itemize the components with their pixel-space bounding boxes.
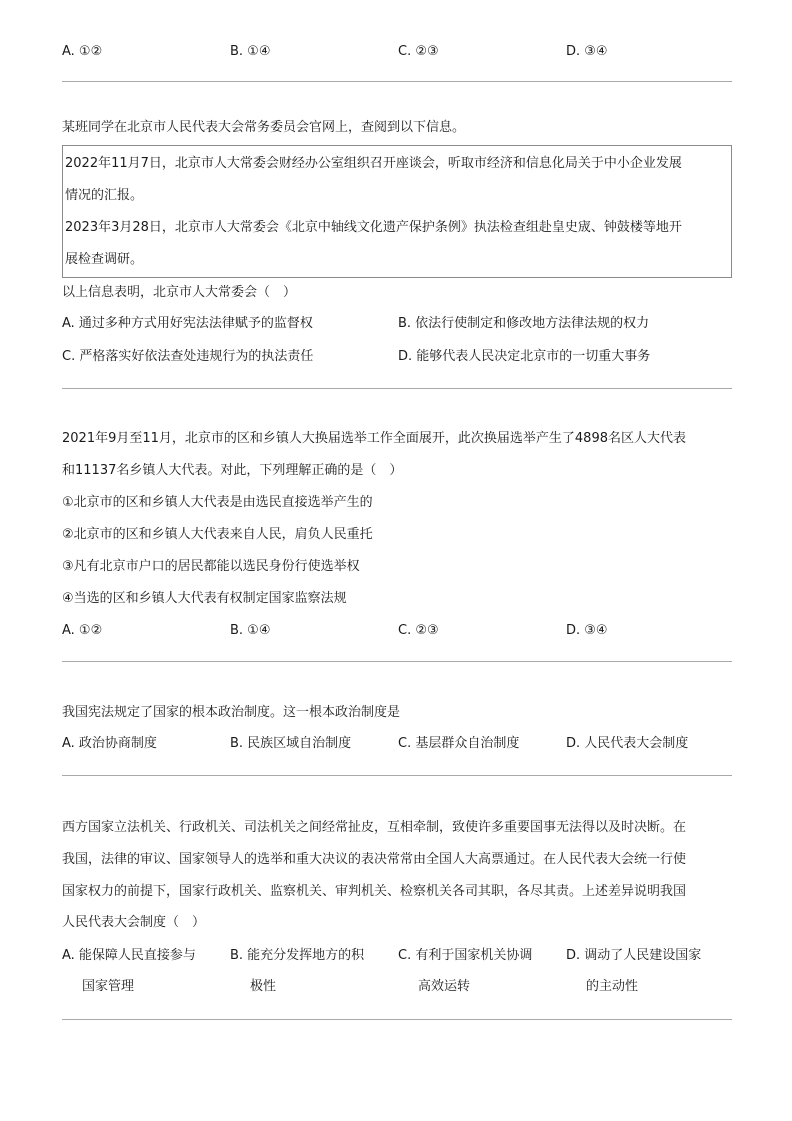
question-stem-line: 人民代表大会制度（ ） bbox=[62, 915, 206, 930]
question-stem: 我国宪法规定了国家的根本政治制度。这一根本政治制度是 bbox=[62, 705, 401, 720]
question-stem-line: 国家权力的前提下，国家行政机关、监察机关、审判机关、检察机关各司其职，各尽其责。上述差异说明我国 bbox=[62, 884, 687, 899]
option-text: A. 能保障人民直接参与 bbox=[62, 948, 196, 963]
option-text-continued: 高效运转 bbox=[418, 979, 471, 994]
option-text: D. 调动了人民建设国家 bbox=[566, 948, 702, 963]
info-line: 情况的汇报。 bbox=[65, 188, 144, 203]
option-c: C. 严格落实好依法查处违规行为的执法责任 bbox=[62, 349, 314, 364]
option-text-continued: 的主动性 bbox=[586, 979, 639, 994]
option-d: D. 人民代表大会制度 bbox=[566, 736, 689, 751]
statement-1: ①北京市的区和乡镇人大代表是由选民直接选举产生的 bbox=[62, 495, 373, 510]
statement-4: ④当选的区和乡镇人大代表有权制定国家监察法规 bbox=[62, 591, 347, 606]
option-text-continued: 极性 bbox=[250, 979, 277, 994]
statement-3: ③凡有北京市户口的居民都能以选民身份行使选举权 bbox=[62, 559, 360, 574]
option-b: B. 民族区域自治制度 bbox=[230, 736, 352, 751]
info-line: 2022年11月7日，北京市人大常委会财经办公室组织召开座谈会，听取市经济和信息化局关于中小企业发展 bbox=[65, 156, 682, 171]
option-c bbox=[398, 940, 548, 1002]
option-text: B. 能充分发挥地方的积 bbox=[230, 948, 365, 963]
option-text: C. 有利于国家机关协调 bbox=[398, 948, 533, 963]
option-b bbox=[230, 940, 380, 1002]
info-box bbox=[62, 145, 732, 278]
question-stem-line: 和11137名乡镇人大代表。对此，下列理解正确的是（ ） bbox=[62, 463, 403, 478]
info-line: 2023年3月28日，北京市人大常委会《北京中轴线文化遗产保护条例》执法检查组赴皇史宬、钟鼓楼等地开 bbox=[65, 220, 682, 235]
question-intro: 某班同学在北京市人民代表大会常务委员会官网上，查阅到以下信息。 bbox=[62, 120, 466, 135]
option-a: A. 通过多种方式用好宪法法律赋予的监督权 bbox=[62, 316, 313, 331]
option-c: C. 基层群众自治制度 bbox=[398, 736, 520, 751]
option-d bbox=[566, 940, 716, 1002]
option-a: A. ①② bbox=[62, 623, 103, 638]
option-b: B. 依法行使制定和修改地方法律法规的权力 bbox=[398, 316, 650, 331]
question-divider bbox=[62, 81, 732, 82]
option-d: D. ③④ bbox=[566, 44, 608, 59]
statement-2: ②北京市的区和乡镇人大代表来自人民，肩负人民重托 bbox=[62, 527, 373, 542]
option-b: B. ①④ bbox=[230, 623, 271, 638]
option-c: C. ②③ bbox=[398, 44, 439, 59]
question-stem-line: 2021年9月至11月，北京市的区和乡镇人大换届选举工作全面展开，此次换届选举产生了4898名区人大代表 bbox=[62, 431, 686, 446]
question-stem: 以上信息表明，北京市人大常委会（ ） bbox=[62, 285, 297, 300]
option-a: A. ①② bbox=[62, 44, 103, 59]
option-c: C. ②③ bbox=[398, 623, 439, 638]
option-d: D. 能够代表人民决定北京市的一切重大事务 bbox=[398, 349, 651, 364]
question-divider bbox=[62, 1019, 732, 1020]
option-b: B. ①④ bbox=[230, 44, 271, 59]
question-divider bbox=[62, 775, 732, 776]
question-stem-line: 西方国家立法机关、行政机关、司法机关之间经常扯皮，互相牵制，致使许多重要国事无法得以及时决断。在 bbox=[62, 820, 687, 835]
question-divider bbox=[62, 661, 732, 662]
question-stem-line: 我国，法律的审议、国家领导人的选举和重大决议的表决常常由全国人大高票通过。在人民代表大会统一行使 bbox=[62, 852, 687, 867]
option-a bbox=[62, 940, 212, 1002]
option-a: A. 政治协商制度 bbox=[62, 736, 157, 751]
option-d: D. ③④ bbox=[566, 623, 608, 638]
info-line: 展检查调研。 bbox=[65, 252, 144, 267]
question-divider bbox=[62, 388, 732, 389]
option-text-continued: 国家管理 bbox=[82, 979, 135, 994]
